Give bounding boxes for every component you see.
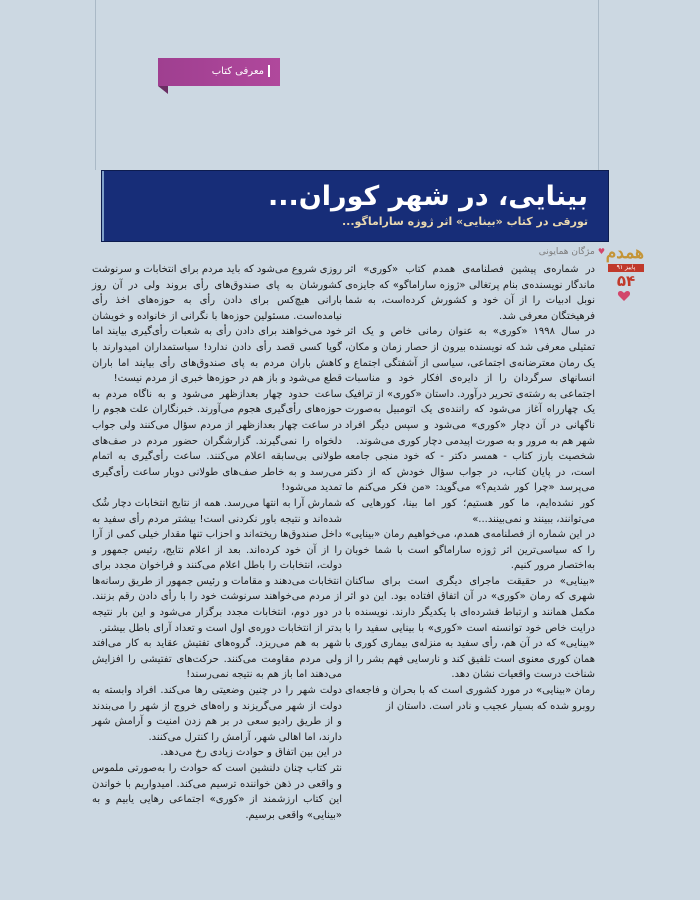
magazine-logo: همدم	[605, 243, 644, 263]
paragraph: نثر کتاب چنان دلنشین است که حوادث را به‌صورتی ملموس و واقعی در ذهن خواننده ترسیم می‌کند. امیدواریم با خواندن این کتاب ارزشمند از «کوری» اجتماعی رهایی یابیم و به «بینایی» واقعی برسیم.	[92, 763, 342, 821]
paragraph: «بینایی» در حقیقت ماجرای دیگری است برای ساکنان شهری که رمان «کوری» در آن اتفاق افتاده بود. این دو اثر مکمل همانند و ارتباط فشرده‌ای با یکدیگر دارند. نویسنده با درایت خاص خود توانسته است «کوری» با بینایی سفید را با «بینایی» که در آن هم، رأی سفید به منزله‌ی بیماری کوری با همان کوری معنوی است تلفیق کند و نارسایی فهم بشر را از شناخت درست واقعیات نشان دهد.	[345, 575, 595, 681]
paragraph: روزی شروع می‌شود که باید مردم برای انتخابات و سرنوشت کشورشان به پای صندوق‌های رأی بروند ولی در آن روز بارانی هیچ‌کس برای دادن رأی به حوزه‌های اخذ رأی نیامده‌است. مسئولین حوزه‌ها با نگرانی از خانواده و خویشان خود می‌خواهند برای دادن رأی به شعبات رأی‌گیری بیایند اما گویا کسی قصد رأی دادن ندارد! سیاستمداران امیدوارند با کاهش باران مردم به پای صندوق‌های رأی بیایند اما باران قطع می‌شود و باز هم در حوزه‌ها خبری از مردم نیست!	[92, 264, 342, 385]
paragraph: در شماره‌ی پیشین فصلنامه‌ی همدم کتاب «کوری» اثر ماندگار نویسنده‌ی بنام پرتغالی «ژوزه ساراماگو» که جایزه‌ی نوبل ادبیات را از آن خود و کشورش کرده‌است، به شما فرهیختگان معرفی شد.	[345, 264, 595, 322]
banner-accent	[102, 171, 104, 241]
paragraph: رمان «بینایی» در مورد کشوری است که با بحران و فاجعه‌ای روبرو شده که بسیار عجیب و نادر است. داستان از	[345, 685, 595, 712]
paragraph: شخصیت بارز کتاب - همسر دکتر - که خود منجی جامعه است، در پایان کتاب، در جواب سؤال خودش که از دکتر می‌پرسد «چرا کور شدیم؟» می‌گوید: «من فکر می‌کنم ما کور نشده‌ایم، ما کور هستیم؛ کور اما بینا، کورهایی که می‌توانند، ببینند و نمی‌بینند...»	[345, 451, 595, 525]
paragraph: در سال ۱۹۹۸ «کوری» به عنوان رمانی خاص و یک اثر تمثیلی معرفی شد که نویسنده بیرون از حصار زمان و مکان، یک رمان معترضانه‌ی اجتماعی، سیاسی از آشفتگی اجتماع و انسانهای سرگردان را از دایره‌ی افکار خود و مناسبات اجتماعی به رشته‌ی تحریر درآورد. داستان «کوری» از ترافیک یک چهارراه آغاز می‌شود که راننده‌ی یک اتومبیل به‌صورت ناگهانی در آن دچار «کوری» می‌شود و سپس دیگر افراد شهر هم به مرور و به صورت اپیدمی دچار کوری می‌شوند.	[345, 326, 595, 447]
paragraph: ساعت حدود چهار بعدازظهر می‌شود و به ناگاه مردم به حوزه‌های رأی‌گیری هجوم می‌آورند. خبرنگاران علت هجوم را در ساعت چهار بعدازظهر از مردم سؤال می‌کنند ولی جواب دلخواه را نمی‌گیرند. گزارشگران حضور مردم در صف‌های طولانی بی‌سابقه اعلام می‌کنند. ساعت رأی‌گیری به اتمام می‌رسد و به خاطر صف‌های طولانی دوبار ساعت رأی‌گیری تمدید می‌شود!	[92, 388, 342, 494]
section-tab-text: معرفی کتاب	[211, 66, 264, 77]
section-tab-label	[170, 58, 280, 86]
heart-bullet-icon: ♥	[597, 247, 605, 256]
paragraph: شهر به هم می‌ریزد. گروه‌های تفتیش عقاید به کار می‌افتد ولی مردم مقاومت می‌کنند. حرکت‌های تفتیشی را افزایش می‌دهند اما باز هم به نتیجه نمی‌رسند!	[92, 638, 342, 681]
margin-line-right	[598, 0, 599, 170]
author-name: مژگان همایونی	[538, 247, 595, 257]
tab-bar-mark	[268, 65, 270, 77]
heart-icon	[617, 289, 631, 303]
title-banner	[101, 170, 609, 242]
article-title: بینایی، در شهر کوران...	[267, 181, 588, 212]
section-tab	[158, 58, 280, 86]
paragraph: در این شماره از فصلنامه‌ی همدم، می‌خواهیم رمان «بینایی» را که سیاسی‌ترین اثر ژوزه ساراماگو است با شما خوبان به‌اختصار مرور کنیم.	[345, 529, 595, 572]
author-byline	[539, 247, 605, 257]
paragraph: دولت شهر را در چنین وضعیتی رها می‌کند. افراد وابسته به دولت از شهر می‌گریزند و راه‌های خروج از شهر را می‌بندند و از طریق رادیو سعی در بر هم زدن امنیت و آرامش شهر دارند، اما اهالی شهر، آرامش را کنترل می‌کنند.	[92, 685, 342, 743]
page-number: ۵۴	[616, 272, 636, 290]
paragraph: شمارش آرا به انتها می‌رسد. همه از نتایج انتخابات دچار شُک شده‌اند و نتیجه باور نکردنی است! بیشتر مردم رأی سفید به داخل صندوق‌ها ریخته‌اند و احزاب تنها مقدار خیلی کمی از آرا را از آن خود کرده‌اند. بعد از اعلام نتایج، رئیس جمهور و دولت، انتخابات را باطل اعلام می‌کنند و فراخوان مجدد برای انتخابات می‌دهند و مقامات و رئیس جمهور از طریق رسانه‌ها از مردم می‌خواهند سرنوشت خود را با رأی دادن رقم بزنند. در دور دوم، انتخابات مجدد برگزار می‌شود و این بار نتیجه بدتر از انتخابات دوره‌ی اول است و تعداد آرای باطل بیشتر.	[92, 497, 342, 634]
margin-line-left	[95, 0, 96, 170]
section-tab-fold	[158, 86, 168, 94]
article-column-right	[345, 262, 595, 714]
magazine-badge	[605, 243, 644, 290]
issue-label: پاییز ۹۱	[608, 264, 644, 272]
paragraph: در این بین اتفاق و حوادث زیادی رخ می‌دهد.	[160, 747, 342, 759]
article-subtitle: تورقی در کتاب «بینایی» اثر ژوزه ساراماگو...	[342, 215, 588, 228]
article-column-left	[92, 262, 342, 823]
